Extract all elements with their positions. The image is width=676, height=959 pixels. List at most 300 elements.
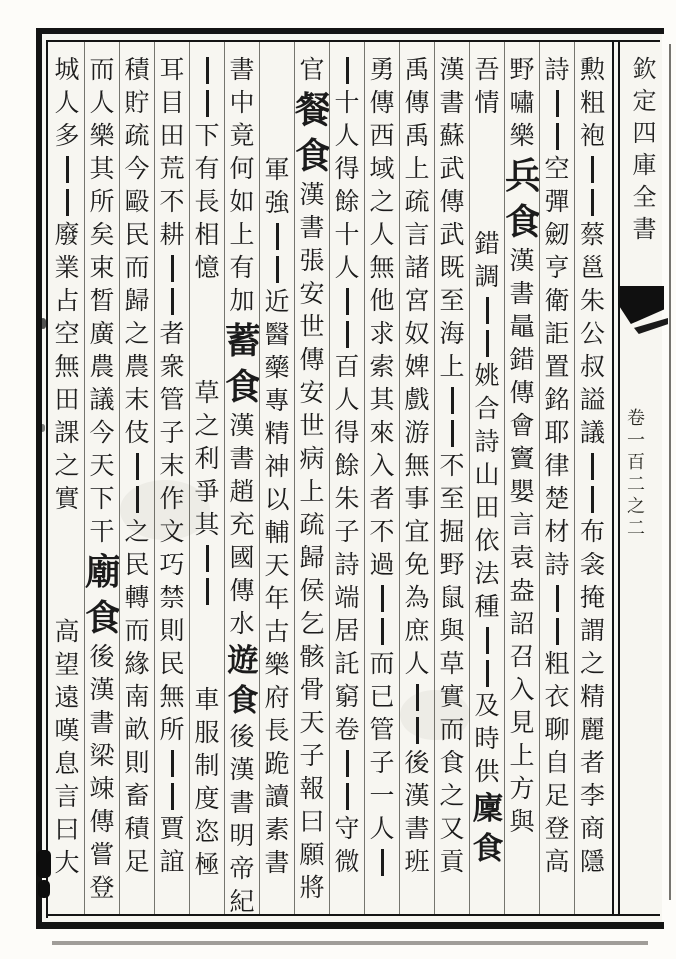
glyph: 之 [54,453,80,480]
glyph: 目 [159,90,185,117]
glyph: 布 [579,519,605,546]
glyph: 緣 [124,651,150,678]
dash-bar [556,123,559,150]
glyph: 掘 [439,519,465,546]
glyph: 有 [194,156,220,183]
glyph: 骸 [299,644,325,671]
column-gap [470,120,504,228]
glyph: 精 [579,684,605,711]
headword-glyph: 食 [85,598,119,638]
glyph: 張 [299,248,325,275]
dash-bar [451,420,454,447]
glyph: 謂 [579,618,605,645]
glyph: 婢 [404,354,430,381]
glyph: 置 [544,354,570,381]
glyph: 傳 [89,809,115,836]
glyph: 已 [369,684,395,711]
glyph: 人 [404,651,430,678]
glyph: 歸 [299,545,325,572]
glyph: 廣 [89,321,115,348]
glyph: 掩 [579,585,605,612]
glyph: 以 [264,487,290,514]
glyph: 爭 [194,479,220,506]
dash-bar [171,783,174,810]
glyph: 疏 [299,512,325,539]
glyph: 而 [124,618,150,645]
scan-edge-line [669,44,671,900]
text-column-11 [225,42,260,914]
headword-substitute-mark [330,54,364,87]
text-column-10 [260,42,295,914]
glyph: 世 [299,314,325,341]
headword-glyph: 廟 [85,552,119,592]
glyph: 食 [439,750,465,777]
glyph: 劒 [544,222,570,249]
glyph: 袍 [579,123,605,150]
glyph: 梁 [89,743,115,770]
glyph: 時 [474,726,500,753]
banxin-book-title: 欽定四庫全書 [628,56,654,248]
glyph: 嘆 [54,718,80,745]
glyph: 歸 [124,288,150,315]
glyph: 者 [579,750,605,777]
headword-substitute-mark [365,615,399,648]
glyph: 見 [509,710,535,737]
glyph: 傳 [439,189,465,216]
dash-bar [591,453,594,480]
glyph: 召 [509,644,535,671]
column-gap [190,608,224,684]
glyph: 專 [264,388,290,415]
glyph: 衛 [544,288,570,315]
headword-substitute-mark [190,87,224,120]
glyph: 之 [124,321,150,348]
dash-bar [591,156,594,183]
glyph: 海 [439,321,465,348]
glyph: 餘 [334,453,360,480]
dash-bar [346,321,349,348]
glyph: 人 [334,255,360,282]
glyph: 廢 [54,222,80,249]
glyph: 樂 [89,123,115,150]
headword-glyph: 食 [225,367,259,407]
glyph: 病 [299,446,325,473]
glyph: 得 [334,420,360,447]
headword-substitute-mark [260,253,294,286]
glyph: 誼 [159,849,185,876]
glyph: 上 [404,156,430,183]
glyph: 文 [159,519,185,546]
glyph: 府 [264,685,290,712]
headword-substitute-mark [155,252,189,285]
dash-bar [206,90,209,117]
glyph: 傳 [369,90,395,117]
glyph: 竟 [229,123,255,150]
glyph: 何 [229,156,255,183]
glyph: 憶 [194,255,220,282]
glyph: 國 [229,545,255,572]
glyph: 隱 [579,849,605,876]
glyph: 宮 [404,288,430,315]
glyph: 律 [544,453,570,480]
glyph: 帝 [229,856,255,883]
headword-substitute-mark [190,54,224,87]
glyph: 實 [439,684,465,711]
glyph: 守 [334,816,360,843]
glyph: 下 [89,486,115,513]
glyph: 人 [334,387,360,414]
glyph: 方 [509,776,535,803]
margin-ink-blob [37,850,51,878]
glyph: 所 [89,189,115,216]
headword-substitute-mark [120,450,154,483]
headword-substitute-mark [575,153,610,186]
glyph: 長 [264,718,290,745]
glyph: 依 [474,528,500,555]
glyph: 不 [439,453,465,480]
glyph: 其 [194,512,220,539]
headword-substitute-mark [50,153,84,186]
glyph: 素 [264,817,290,844]
glyph: 樂 [509,123,535,150]
glyph: 登 [544,816,570,843]
dash-bar [381,585,384,612]
margin-ink-speck [40,318,46,329]
headword-substitute-mark [575,450,610,483]
glyph: 巧 [159,552,185,579]
dash-bar [451,387,454,414]
glyph: 望 [54,652,80,679]
glyph: 野 [509,57,535,84]
glyph: 束 [89,255,115,282]
glyph: 安 [299,281,325,308]
dash-bar [171,750,174,777]
glyph: 調 [474,264,500,291]
headword-glyph: 兵 [505,156,539,196]
glyph: 漢 [229,413,255,440]
glyph: 合 [474,396,500,423]
glyph: 願 [299,842,325,869]
glyph: 書 [299,215,325,242]
headword-substitute-mark [435,417,469,450]
glyph: 田 [159,123,185,150]
glyph: 末 [159,453,185,480]
glyph: 書 [229,790,255,817]
frame-bottom-outer [36,922,664,929]
glyph: 人 [369,816,395,843]
headword-substitute-mark [365,846,399,879]
glyph: 其 [89,156,115,183]
glyph: 城 [54,57,80,84]
glyph: 之 [369,189,395,216]
headword-substitute-mark [50,186,84,219]
glyph: 人 [89,90,115,117]
dash-bar [556,585,559,612]
glyph: 耕 [159,222,185,249]
glyph: 轉 [124,585,150,612]
glyph: 書 [229,446,255,473]
glyph: 無 [159,684,185,711]
glyph: 法 [474,561,500,588]
glyph: 傳 [404,90,430,117]
glyph: 者 [159,321,185,348]
glyph: 書 [229,57,255,84]
glyph: 疏 [404,189,430,216]
headword-substitute-mark [190,542,224,575]
glyph: 窮 [334,684,360,711]
glyph: 之 [124,519,150,546]
glyph: 其 [369,387,395,414]
glyph: 伎 [124,420,150,447]
glyph: 漢 [299,182,325,209]
glyph: 作 [159,486,185,513]
headword-substitute-mark [155,780,189,813]
glyph: 明 [229,823,255,850]
glyph: 嬰 [509,479,535,506]
glyph: 禹 [404,123,430,150]
glyph: 乞 [299,611,325,638]
banxin-volume-label: 卷一百二之二 [625,408,645,540]
glyph: 後 [229,724,255,751]
glyph: 世 [299,413,325,440]
glyph: 朱 [334,486,360,513]
glyph: 盎 [509,578,535,605]
glyph: 諸 [404,255,430,282]
glyph: 高 [544,849,570,876]
headword-substitute-mark [470,327,504,360]
headword-substitute-mark [470,657,504,690]
column-gap [50,516,84,616]
glyph: 李 [579,783,605,810]
glyph: 所 [159,717,185,744]
glyph: 恣 [194,819,220,846]
glyph: 安 [299,380,325,407]
glyph: 叔 [579,354,605,381]
headword-substitute-mark [435,384,469,417]
glyph: 利 [194,446,220,473]
glyph: 至 [439,486,465,513]
glyph: 實 [54,486,80,513]
glyph: 將 [299,875,325,902]
glyph: 衣 [544,684,570,711]
glyph: 今 [89,420,115,447]
frame-left-inner [46,40,48,918]
glyph: 者 [369,486,395,513]
glyph: 及 [474,693,500,720]
glyph: 與 [439,618,465,645]
glyph: 詩 [544,552,570,579]
glyph: 粗 [544,651,570,678]
glyph: 晳 [89,288,115,315]
glyph: 勲 [579,57,605,84]
headword-glyph: 廩 [472,791,502,826]
glyph: 民 [159,651,185,678]
glyph: 紀 [229,889,255,914]
glyph: 索 [369,354,395,381]
glyph: 畜 [124,783,150,810]
glyph: 子 [369,750,395,777]
glyph: 錯 [509,347,535,374]
glyph: 中 [229,90,255,117]
glyph: 書 [89,710,115,737]
glyph: 戲 [404,387,430,414]
glyph: 而 [439,717,465,744]
glyph: 骨 [299,677,325,704]
glyph: 議 [579,420,605,447]
dash-bar [206,57,209,84]
headword-substitute-mark [155,285,189,318]
dash-bar [486,297,489,324]
frame-bottom-inner [46,914,660,916]
glyph: 鼠 [439,585,465,612]
text-column-6 [400,42,435,914]
glyph: 遠 [54,685,80,712]
glyph: 貯 [124,90,150,117]
glyph: 宜 [404,519,430,546]
glyph: 充 [229,512,255,539]
glyph: 農 [89,354,115,381]
glyph: 西 [369,123,395,150]
glyph: 為 [404,585,430,612]
glyph: 無 [54,354,80,381]
glyph: 自 [544,750,570,777]
glyph: 既 [439,255,465,282]
glyph: 事 [404,486,430,513]
headword-glyph: 食 [505,202,539,242]
glyph: 會 [509,413,535,440]
glyph: 南 [124,684,150,711]
dash-bar [276,256,279,283]
glyph: 書 [439,90,465,117]
headword-glyph: 食 [227,683,257,718]
glyph: 軍 [264,157,290,184]
glyph: 無 [369,255,395,282]
frame-left-outer [36,28,42,929]
glyph: 管 [369,717,395,744]
glyph: 干 [89,519,115,546]
glyph: 輔 [264,520,290,547]
glyph: 服 [194,720,220,747]
frame-top-outer [36,28,664,34]
headword-substitute-mark [330,318,364,351]
glyph: 楚 [544,486,570,513]
glyph: 與 [509,809,535,836]
glyph: 書 [264,850,290,877]
glyph: 曰 [54,817,80,844]
glyph: 言 [509,512,535,539]
glyph: 卷 [334,717,360,744]
glyph: 足 [124,849,150,876]
glyph: 傳 [299,347,325,374]
glyph: 書 [509,281,535,308]
headword-substitute-mark [575,483,610,516]
glyph: 漢 [509,248,535,275]
column-gap [190,285,224,377]
glyph: 民 [124,222,150,249]
glyph: 之 [194,413,220,440]
glyph: 託 [334,651,360,678]
dash-bar [381,618,384,645]
glyph: 毆 [124,189,150,216]
dash-bar [381,849,384,876]
dash-bar [556,90,559,117]
glyph: 一 [369,783,395,810]
text-column-13 [155,42,190,914]
glyph: 聊 [544,717,570,744]
glyph: 積 [124,816,150,843]
glyph: 十 [334,222,360,249]
glyph: 求 [369,321,395,348]
glyph: 報 [299,776,325,803]
text-columns [50,42,610,914]
glyph: 上 [229,222,255,249]
glyph: 庶 [404,618,430,645]
glyph: 漢 [229,757,255,784]
glyph: 游 [404,420,430,447]
dash-bar [66,189,69,216]
glyph: 藥 [264,355,290,382]
glyph: 趙 [229,479,255,506]
glyph: 野 [439,552,465,579]
glyph: 情 [474,90,500,117]
glyph: 居 [334,618,360,645]
glyph: 入 [509,677,535,704]
text-column-8 [330,42,365,914]
glyph: 商 [579,816,605,843]
glyph: 加 [229,288,255,315]
text-column-16 [50,42,85,914]
glyph: 漢 [439,57,465,84]
dash-bar [136,453,139,480]
glyph: 矣 [89,222,115,249]
glyph: 賈 [159,816,185,843]
glyph: 端 [334,585,360,612]
glyph: 材 [544,519,570,546]
headword-substitute-mark [330,747,364,780]
glyph: 錯 [474,231,500,258]
glyph: 袁 [509,545,535,572]
glyph: 書 [404,816,430,843]
glyph: 山 [474,462,500,489]
glyph: 荒 [159,156,185,183]
glyph: 大 [54,850,80,877]
glyph: 人 [334,123,360,150]
dash-bar [346,783,349,810]
glyph: 制 [194,753,220,780]
glyph: 朱 [579,288,605,315]
dash-bar [486,627,489,654]
headword-glyph: 蓄 [225,321,259,361]
glyph: 至 [439,288,465,315]
banxin-rule-left [612,40,614,916]
headword-substitute-mark [260,220,294,253]
glyph: 嘯 [509,90,535,117]
glyph: 詩 [544,57,570,84]
glyph: 無 [404,453,430,480]
glyph: 衆 [159,354,185,381]
glyph: 詎 [544,321,570,348]
headword-substitute-mark [190,575,224,608]
glyph: 畝 [124,717,150,744]
glyph: 入 [369,453,395,480]
glyph: 鼂 [509,314,535,341]
glyph: 古 [264,619,290,646]
glyph: 占 [54,288,80,315]
glyph: 又 [439,816,465,843]
glyph: 子 [299,743,325,770]
glyph: 禹 [404,57,430,84]
glyph: 武 [439,222,465,249]
